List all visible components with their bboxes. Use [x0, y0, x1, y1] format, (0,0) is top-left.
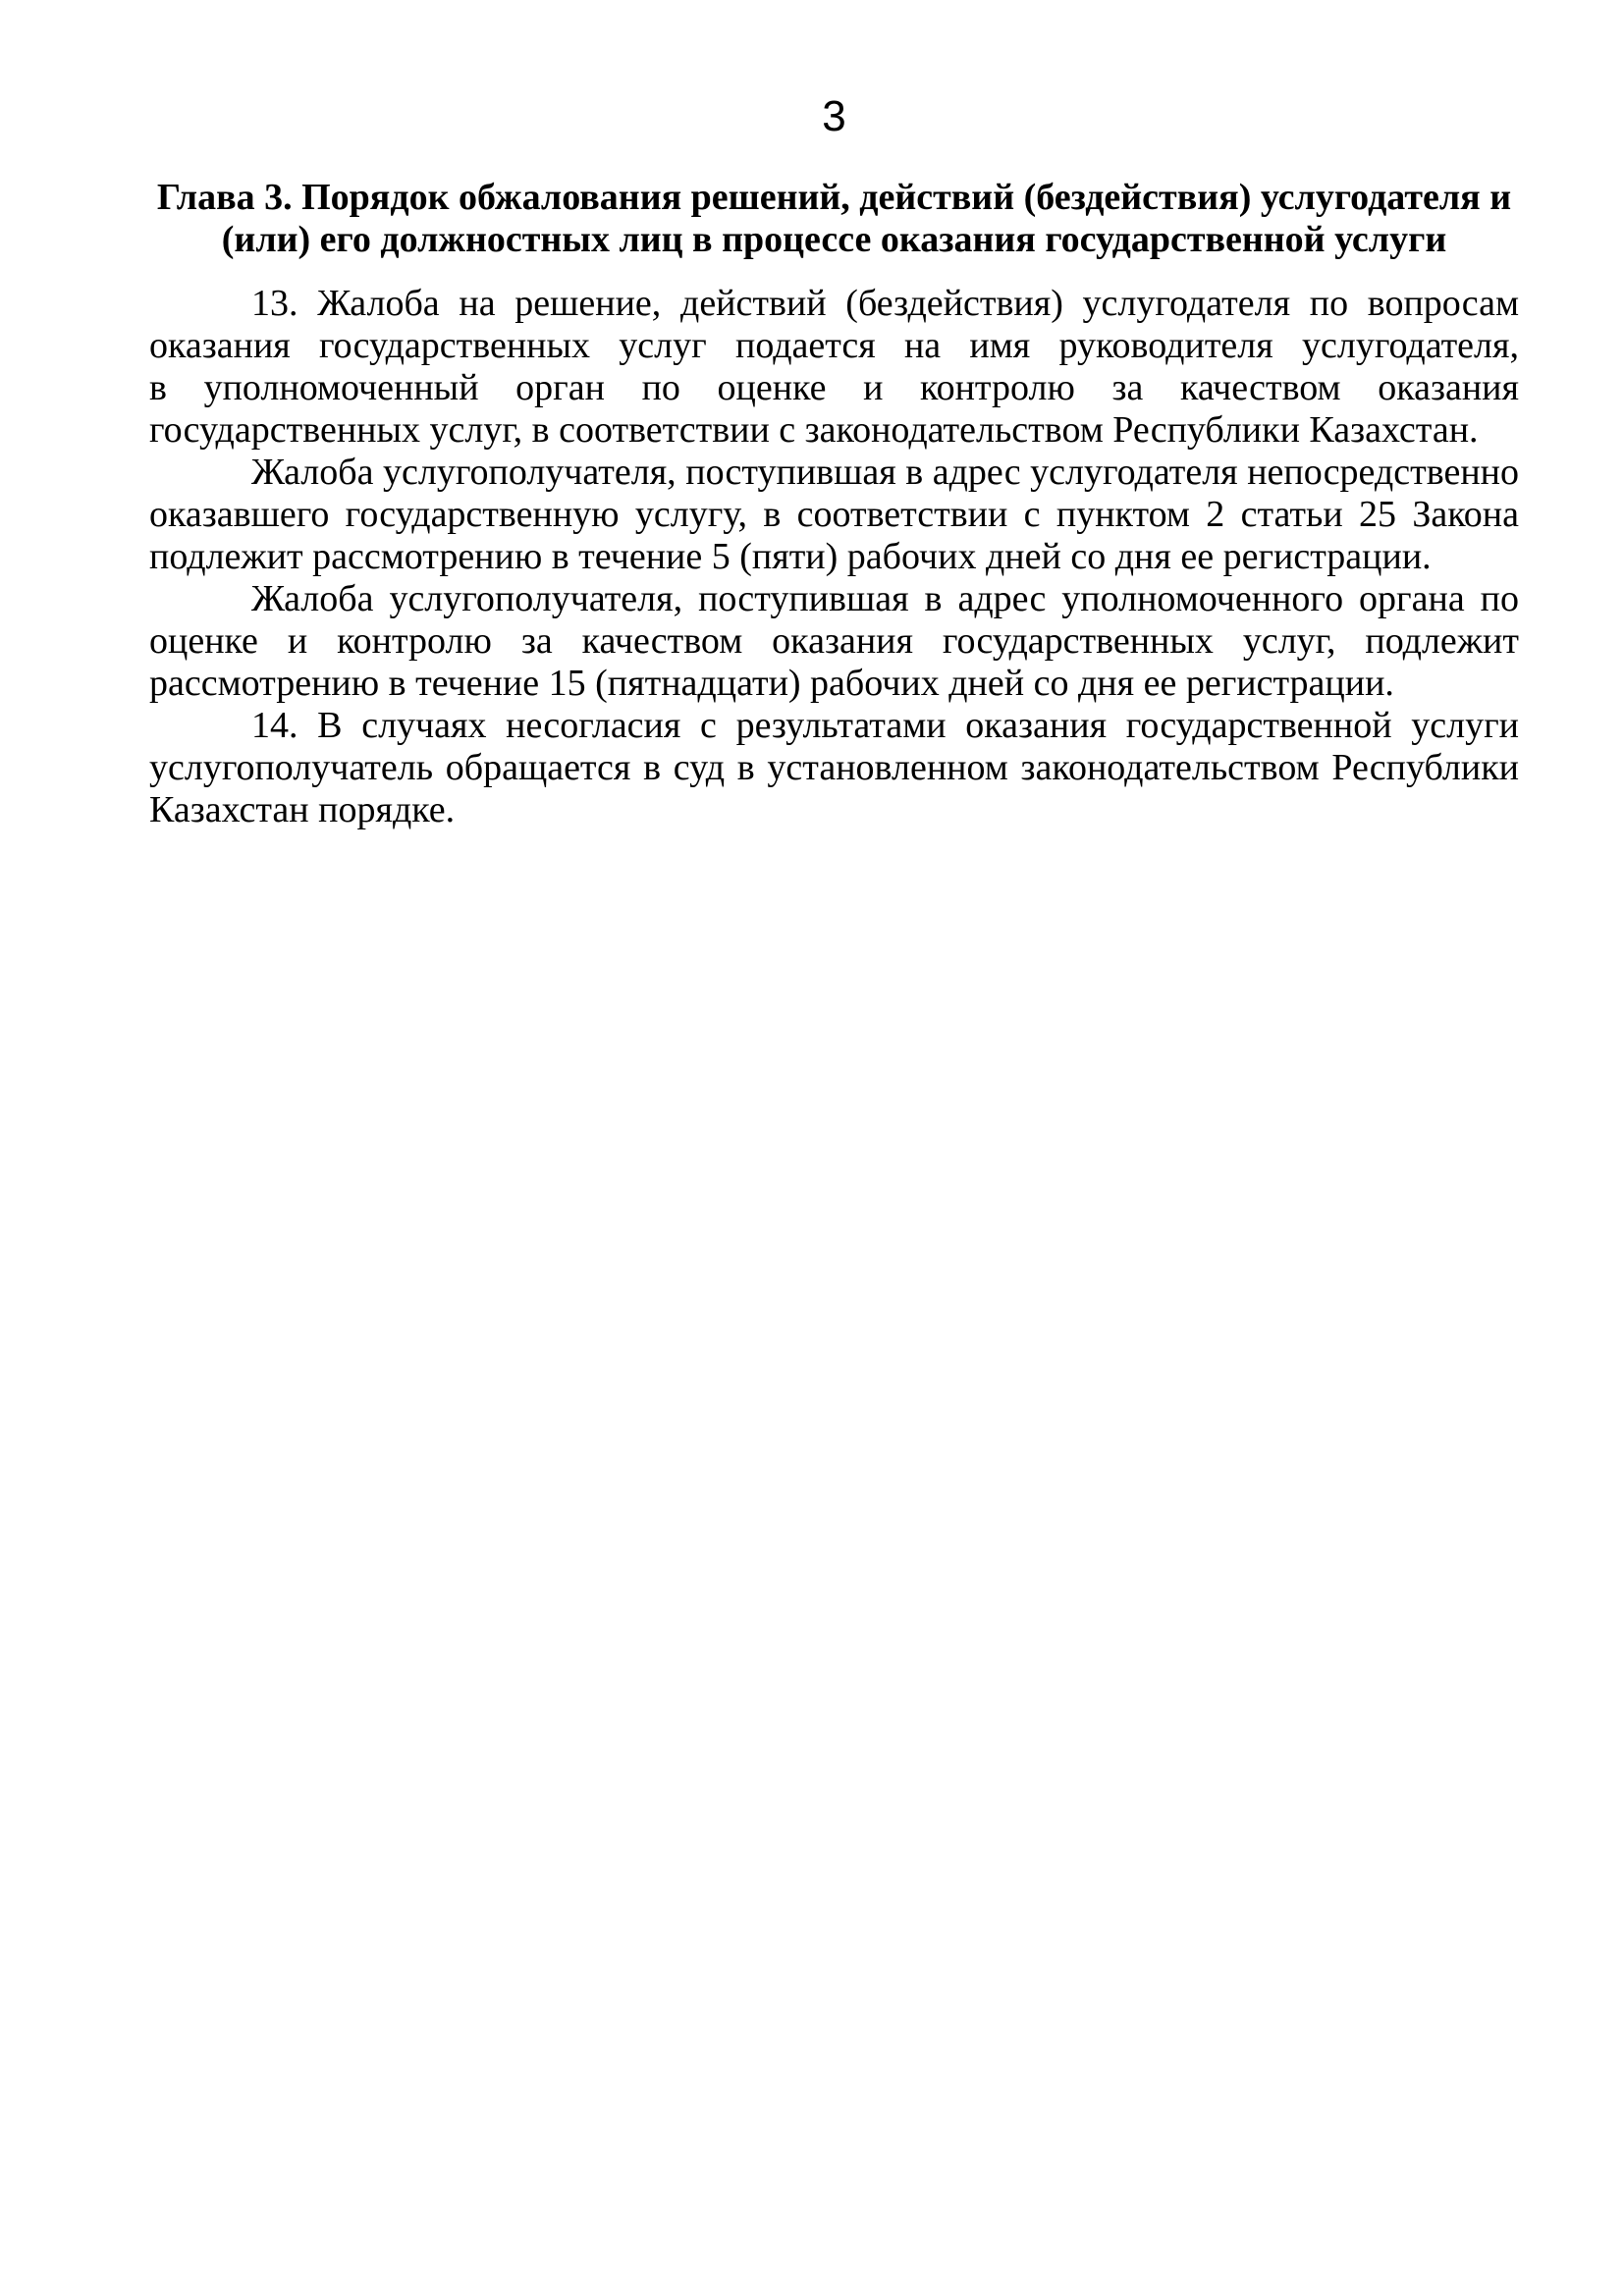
- chapter-heading: [149, 177, 1519, 261]
- text-line: Казахстан порядке.: [149, 789, 456, 830]
- text-line: в уполномоченный орган по оценке и контролю за качеством оказания: [149, 367, 1519, 408]
- text-line: 13. Жалоба на решение, действий (бездействия) услугодателя по вопросам: [251, 283, 1519, 324]
- paragraph: [149, 705, 1519, 831]
- page-content: [0, 92, 1624, 831]
- text-line: подлежит рассмотрению в течение 5 (пяти) рабочих дней со дня ее регистрации.: [149, 536, 1432, 577]
- page-number: 3: [822, 92, 846, 140]
- text-line: Жалоба услугополучателя, поступившая в адрес уполномоченного органа по: [251, 578, 1519, 619]
- text-line: оказавшего государственную услугу, в соответствии с пунктом 2 статьи 25 Закона: [149, 494, 1519, 535]
- text-line: рассмотрению в течение 15 (пятнадцати) рабочих дней со дня ее регистрации.: [149, 663, 1394, 704]
- text-line: оказания государственных услуг подается на имя руководителя услугодателя,: [149, 325, 1519, 366]
- text-line: 14. В случаях несогласия с результатами оказания государственной услуги: [251, 705, 1519, 746]
- paragraph: [149, 578, 1519, 705]
- text-line: услугополучатель обращается в суд в установленном законодательством Республики: [149, 747, 1519, 788]
- paragraph: [149, 452, 1519, 578]
- text-line: Жалоба услугополучателя, поступившая в адрес услугодателя непосредственно: [251, 452, 1519, 493]
- text-line: оценке и контролю за качеством оказания государственных услуг, подлежит: [149, 620, 1519, 662]
- heading-line: Глава 3. Порядок обжалования решений, действий (бездействия) услугодателя и: [156, 177, 1512, 218]
- heading-line: (или) его должностных лиц в процессе оказания государственной услуги: [221, 219, 1447, 260]
- text-line: государственных услуг, в соответствии с законодательством Республики Казахстан.: [149, 409, 1479, 451]
- document-body: [149, 283, 1519, 831]
- paragraph: [149, 283, 1519, 452]
